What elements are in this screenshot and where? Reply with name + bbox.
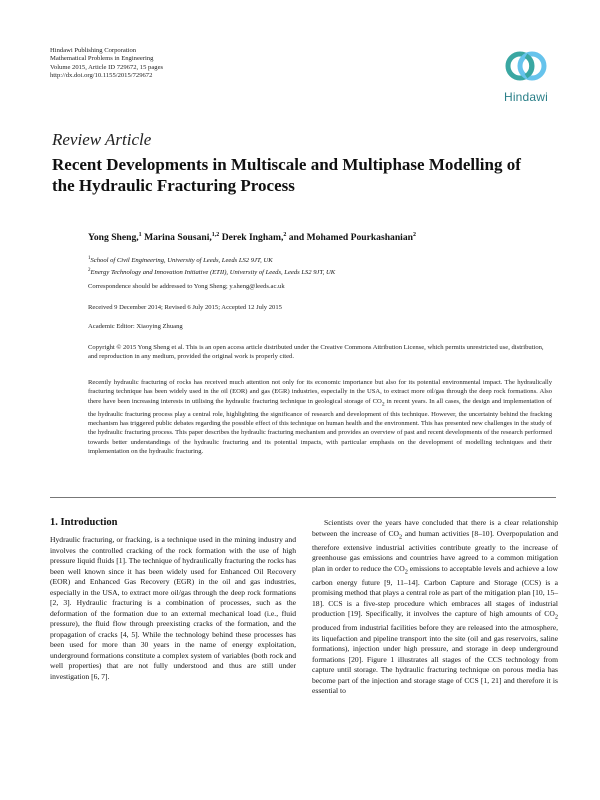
logo-wordmark: Hindawi <box>503 90 549 104</box>
publication-info <box>50 47 163 81</box>
author-affil-mark: 1 <box>138 232 142 238</box>
author-affil-mark: 1,2 <box>211 232 220 238</box>
doi-link[interactable]: http://dx.doi.org/10.1155/2015/729672 <box>50 72 153 80</box>
article-dates: Received 9 December 2014; Revised 6 July 2015; Accepted 12 July 2015 <box>88 304 282 311</box>
copyright-notice: Copyright © 2015 Yong Sheng et al. This is an open access article distributed under the Creative Commons Attribution License, which permits unrestricted use, distribution, and reproduction in any medium, provided the original work is properly cited. <box>88 344 544 361</box>
body-column-right <box>312 518 558 697</box>
author-name: Marina Sousani, <box>144 232 212 244</box>
publisher-name: Hindawi Publishing Corporation <box>50 47 137 54</box>
body-column-left <box>50 516 296 682</box>
hindawi-rings-icon <box>496 46 556 90</box>
body-paragraph: Hydraulic fracturing, or fracking, is a technique used in the mining industry and involves the controlled cracking of the rock formation with the use of high pressure liquid fluids [1]. The technique of hydraulically fracturing the rocks has been well known since it has been widely used for Enhanced Oil Recovery (EOR) and Enhanced Gas Recovery (EGR) in the oil and gas industries, especially in the USA, to extract more oil/gas through the deep rock formations [2, 3]. Hydraulic fracturing is a combination of processes, such as the deformation of the formation due to an external mechanical load (i.e., fluid pressure), the fluid flow through preexisting cracks of the formation, and the propagation of cracks [4, 5]. While the technology behind these processes has been used for more than 30 years in the name of energy exploitation, underground formations constitute a complex system of variables (both rock and well properties) that are not fully understood and thus are still under investigation [6, 7]. <box>50 535 296 681</box>
section-divider <box>50 497 556 498</box>
title-line-2: the Hydraulic Fracturing Process <box>52 176 295 195</box>
abstract: Recently hydraulic fracturing of rocks has received much attention not only for its economic importance but also for its potential environmental impact. The hydraulically fracturing technique has been widely used in the oil (EOR) and gas (EGR) industries, especially in the USA, to extract more oil/gas through the deep rock formations. Also there have been increasing interests in utilising the hydraulic fracturing technique in geological storage of $CO_2$ in recent years. In all cases, the design and implementation of the hydraulic fracturing process play a central role, highlighting the significance of research and development of this technique. However, the uncertainty behind the fracking mechanism has triggered public debates regarding the possible effect of this technique on human health and the environment. This has presented new challenges in the study of the hydraulic fracturing process. This paper describes the hydraulic fracturing mechanism and provides an overview of past and recent developments of the research performed towards better understandings of the hydraulic fracturing and its potential impacts, with particular emphasis on the development of modelling techniques and their implementation on the hydraulic fracturing. <box>88 379 552 456</box>
affiliation-line: $^2$Energy Technology and Innovation Initiative (ETII), University of Leeds, Leeds LS2 9JT, UK <box>88 268 336 277</box>
volume-info: Volume 2015, Article ID 729672, 15 pages <box>50 63 164 71</box>
correspondence: Correspondence should be addressed to Yong Sheng; y.sheng@leeds.ac.uk <box>88 283 285 290</box>
author-name: Derek Ingham, <box>221 232 284 244</box>
author-list <box>88 232 416 243</box>
author-name: and Mohamed Pourkashanian <box>288 232 413 244</box>
article-title <box>52 154 572 196</box>
journal-name: Mathematical Problems in Engineering <box>50 55 154 63</box>
article-type: Review Article <box>52 130 152 149</box>
author-affil-mark: 2 <box>412 232 416 238</box>
affiliation-line: $^1$School of Civil Engineering, University of Leeds, Leeds LS2 9JT, UK <box>88 256 273 265</box>
body-paragraph: Scientists over the years have concluded that there is a clear relationship between the increase of $CO_2$ and human activities [8–10]. Overpopulation and therefore extensive industrial activities contribute greatly to the increase of greenhouse gas emissions and countries have agreed to a common mitigation plan in order to reduce the $CO_2$ emissions to acceptable levels and achieve a low carbon energy future [9, 11–14]. Carbon Capture and Storage (CCS) is a promising method that plays a central role as part of the mitigation plan [10, 15–18]. CCS is a five-step procedure which embraces all stages of industrial production [19]. Specifically, it involves the capture of high amounts of $CO_2$ produced from industrial facilities before they are released into the atmosphere, its liquefaction and pipeline transport into the site (oil and gas reservoirs, saline formations), injection under high pressure, and storage in deep underground formations [20]. Figure 1 illustrates all stages of the CCS technology from capture until storage. The hydraulic fracturing technique on porous media has become part of the injection and storage stage of CCS [1, 21] and therefore it is essential to <box>312 518 558 696</box>
section-heading: 1. Introduction <box>50 517 118 528</box>
author-name: Yong Sheng, <box>88 232 139 244</box>
hindawi-logo <box>496 46 556 106</box>
affiliations <box>88 254 335 278</box>
academic-editor: Academic Editor: Xiaoying Zhuang <box>88 323 183 330</box>
title-line-1: Recent Developments in Multiscale and Multiphase Modelling of <box>52 155 521 174</box>
author-affil-mark: 2 <box>283 232 287 238</box>
